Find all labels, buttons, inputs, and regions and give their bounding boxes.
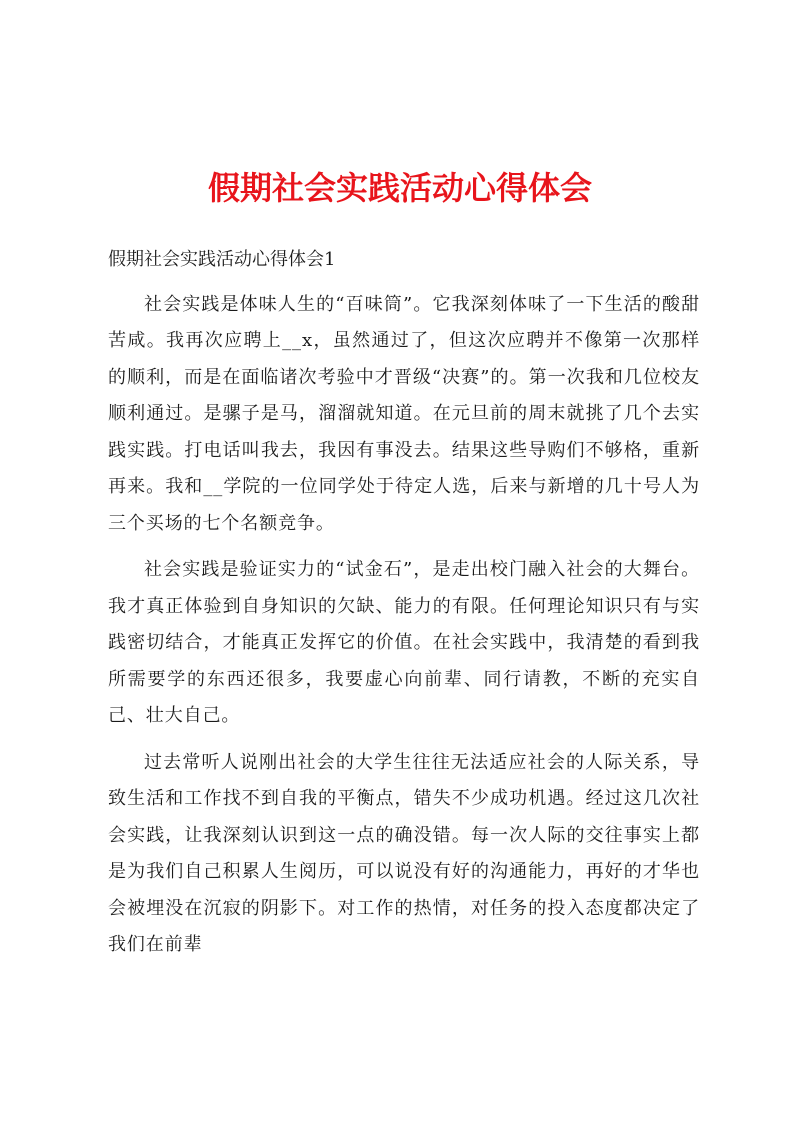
section-heading: 假期社会实践活动心得体会1	[108, 249, 336, 270]
document-title: 假期社会实践活动心得体会	[207, 169, 592, 207]
paragraph-3: 过去常听人说刚出社会的大学生往往无法适应社会的人际关系，导致生活和工作找不到自我的平衡点，错失不少成功机遇。经过这几次社会实践，让我深刻认识到这一点的确没错。每一次人际的交往事实上都是为我们自己积累人生阅历，可以说没有好的沟通能力，再好的才华也会被埋没在沉寂的阴影下。对工作的热情，对任务的投入态度都决定了我们在前辈	[108, 751, 700, 955]
paragraph-1: 社会实践是体味人生的“百味筒”。它我深刻体味了一下生活的酸甜苦咸。我再次应聘上__x，虽然通过了，但这次应聘并不像第一次那样的顺利，而是在面临诸次考验中才晋级“决赛”的。第一次我和几位校友顺利通过。是骡子是马，溜溜就知道。在元旦前的周末就挑了几个去实践实践。打电话叫我去，我因有事没去。结果这些导购们不够格，重新再来。我和__学院的一位同学处于待定人选，后来与新增的几十号人为三个买场的七个名额竞争。	[108, 293, 700, 534]
paragraph-2: 社会实践是验证实力的“试金石”，是走出校门融入社会的大舞台。我才真正体验到自身知识的欠缺、能力的有限。任何理论知识只有与实践密切结合，才能真正发挥它的价值。在社会实践中，我清楚的看到我所需要学的东西还很多，我要虚心向前辈、同行请教，不断的充实自己、壮大自己。	[108, 559, 700, 726]
document-body	[108, 242, 700, 964]
